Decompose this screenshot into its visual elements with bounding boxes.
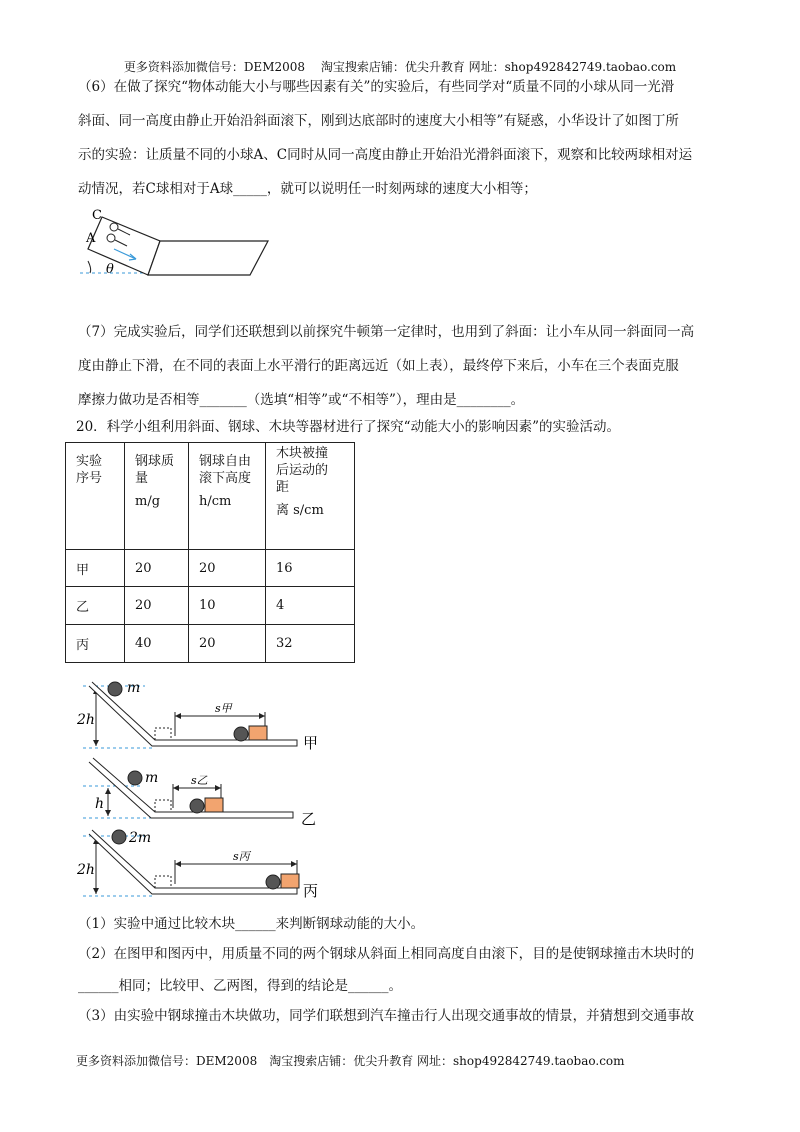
incline-figure-ding bbox=[78, 205, 278, 280]
sub-question-3: （3）由实验中钢球撞击木块做功，同学们联想到汽车撞击行人出现交通事故的情景，并猜想到交通事故 bbox=[78, 1008, 695, 1024]
table-row bbox=[66, 550, 355, 587]
table-row bbox=[66, 587, 355, 625]
label-mass: m bbox=[127, 680, 141, 696]
table-cell: 20 bbox=[125, 550, 189, 587]
label-height: h bbox=[95, 796, 105, 812]
table-cell: 4 bbox=[266, 587, 355, 625]
header-cell: 钢球自由 滚下高度 h/cm bbox=[189, 443, 266, 550]
table-row bbox=[66, 625, 355, 663]
table-cell: 20 bbox=[189, 550, 266, 587]
label-distance: s乙 bbox=[191, 774, 208, 787]
table-cell: 40 bbox=[125, 625, 189, 663]
sub-question-2a: （2）在图甲和图丙中，用质量不同的两个钢球从斜面上相同高度自由滚下，目的是使钢球撞击木块时的 bbox=[78, 946, 695, 962]
table-header-row bbox=[66, 443, 355, 550]
header-cell: 钢球质 量 m/g bbox=[125, 443, 189, 550]
label-distance: s甲 bbox=[215, 702, 232, 715]
page-header: 更多资料添加微信号：DEM2008 淘宝搜索店铺：优尖升教育 网址：shop492842749.taobao.com bbox=[123, 60, 677, 74]
label-height: 2h bbox=[77, 862, 95, 878]
header-cell: 实验 序号 bbox=[66, 443, 125, 550]
sub-question-2b: ______相同；比较甲、乙两图，得到的结论是______。 bbox=[78, 978, 402, 994]
header-cell: 木块被撞 后运动的 距 离 s/cm bbox=[266, 443, 355, 550]
q6-line-1: （6）在做了探究“物体动能大小与哪些因素有关”的实验后，有些同学对“质量不同的小球从同一光滑 bbox=[78, 79, 675, 95]
q6-line-4: 动情况，若C球相对于A球_____，就可以说明任一时刻两球的速度大小相等； bbox=[78, 181, 537, 197]
question-7 bbox=[78, 315, 728, 417]
table-cell: 丙 bbox=[66, 625, 125, 663]
ramp-figure-bing bbox=[75, 826, 335, 906]
label-panel-name: 甲 bbox=[303, 734, 319, 752]
table-cell: 10 bbox=[189, 587, 266, 625]
label-mass: 2m bbox=[129, 830, 152, 846]
q7-line-3: 摩擦力做功是否相等_______（选填“相等”或“不相等”），理由是________。 bbox=[78, 392, 525, 408]
ramp-figure-yi bbox=[75, 756, 335, 826]
label-panel-name: 乙 bbox=[301, 810, 317, 828]
q7-line-1: （7）完成实验后，同学们还联想到以前探究牛顿第一定律时，也用到了斜面：让小车从同一斜面同一高 bbox=[78, 324, 695, 340]
label-theta: θ bbox=[106, 262, 114, 277]
q6-line-2: 斜面、同一高度由静止开始沿斜面滚下，刚到达底部时的速度大小相等”有疑惑，小华设计了如图丁所 bbox=[78, 113, 679, 129]
label-ball-c: C bbox=[92, 208, 102, 223]
table-cell: 32 bbox=[266, 625, 355, 663]
ramp-figure-jia bbox=[75, 676, 335, 756]
experiment-table bbox=[65, 442, 355, 663]
label-panel-name: 丙 bbox=[303, 882, 319, 900]
table-cell: 16 bbox=[266, 550, 355, 587]
label-mass: m bbox=[145, 770, 159, 786]
sub-question-1: （1）实验中通过比较木块______来判断钢球动能的大小。 bbox=[78, 916, 425, 932]
question-20-intro: 20．科学小组利用斜面、钢球、木块等器材进行了探究“动能大小的影响因素”的实验活动。 bbox=[76, 419, 620, 435]
table-cell: 甲 bbox=[66, 550, 125, 587]
label-height: 2h bbox=[77, 712, 95, 728]
table-cell: 乙 bbox=[66, 587, 125, 625]
q7-line-2: 度由静止下滑，在不同的表面上水平滑行的距离远近（如上表），最终停下来后，小车在三个表面克服 bbox=[78, 358, 679, 374]
label-distance: s丙 bbox=[233, 850, 250, 863]
table-cell: 20 bbox=[189, 625, 266, 663]
table-cell: 20 bbox=[125, 587, 189, 625]
page-footer: 更多资料添加微信号：DEM2008 淘宝搜索店铺：优尖升教育 网址：shop492842749.taobao.com bbox=[76, 1054, 625, 1068]
label-ball-a: A bbox=[86, 231, 96, 246]
question-6 bbox=[78, 70, 728, 206]
q6-line-3: 示的实验：让质量不同的小球A、C同时从同一高度由静止开始沿光滑斜面滚下，观察和比较两球相对运 bbox=[78, 147, 693, 163]
